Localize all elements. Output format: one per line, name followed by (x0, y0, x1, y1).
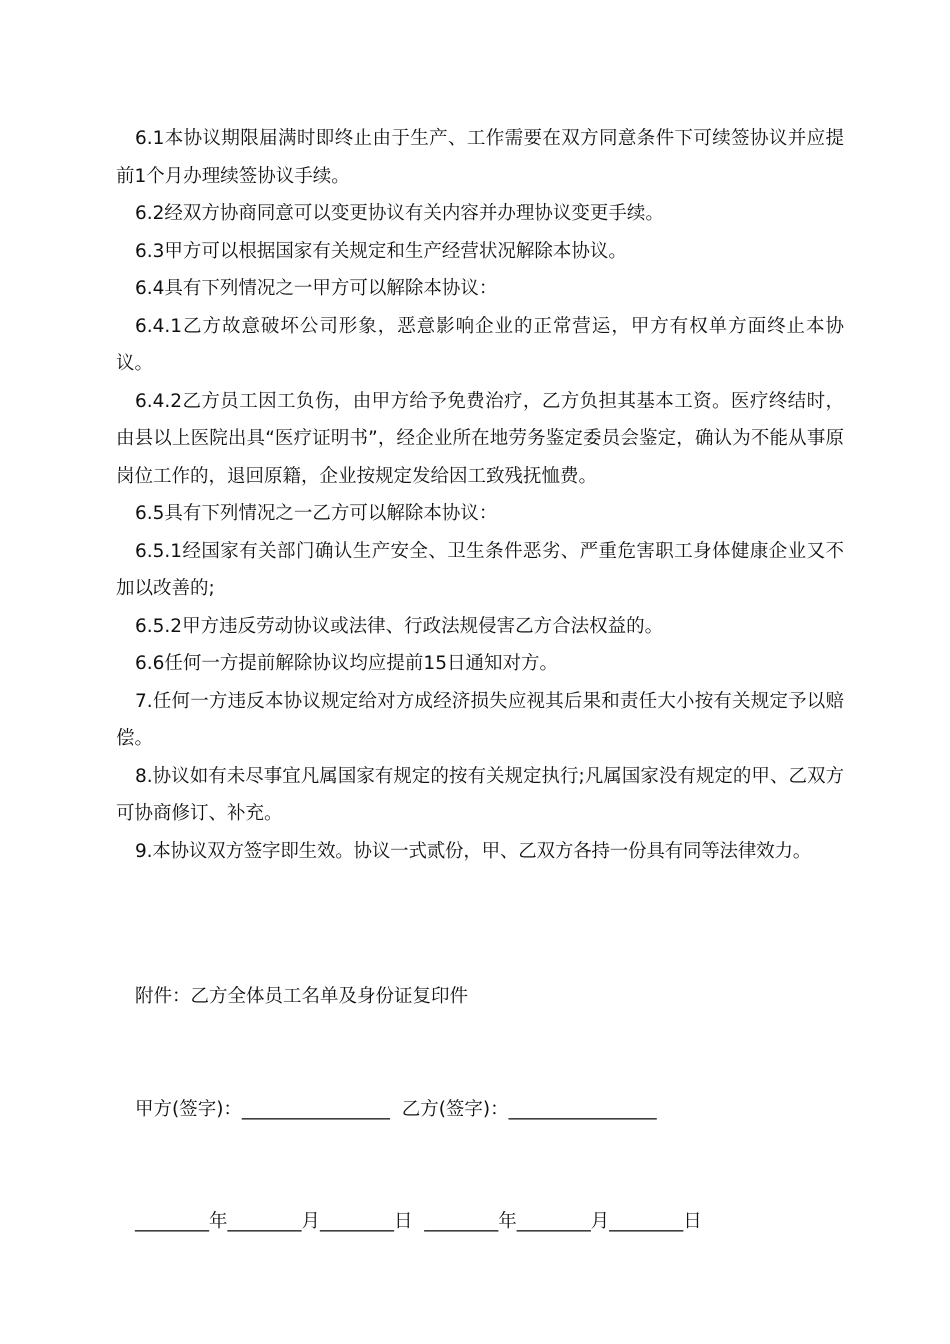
clause-6-4-1: 6.4.1乙方故意破坏公司形象，恶意影响企业的正常营运，甲方有权单方面终止本协议。 (116, 315, 844, 374)
agreement-clauses (116, 120, 844, 870)
clause-6-4: 6.4具有下列情况之一甲方可以解除本协议： (135, 278, 498, 299)
clause-6-1: 6.1本协议期限届满时即终止由于生产、工作需要在双方同意条件下可续签协议并应提前1个月办理续签协议手续。 (116, 128, 844, 187)
signature-line: 甲方(签字)：________________ 乙方(签字)：________________ (135, 1098, 657, 1120)
signature-block (135, 903, 702, 1316)
date-line: ________年________月________日 ________年________月________日 (135, 1211, 702, 1232)
clause-6-2: 6.2经双方协商同意可以变更协议有关内容并办理协议变更手续。 (135, 203, 664, 224)
clause-8: 8.协议如有未尽事宜凡属国家有规定的按有关规定执行;凡属国家没有规定的甲、乙双方可协商修订、补充。 (116, 765, 844, 824)
clause-6-5-2: 6.5.2甲方违反劳动协议或法律、行政法规侵害乙方合法权益的。 (135, 615, 664, 637)
attachment-note: 附件：乙方全体员工名单及身份证复印件 (135, 986, 469, 1007)
clause-6-6: 6.6任何一方提前解除协议均应提前15日通知对方。 (135, 653, 558, 674)
clause-7: 7.任何一方违反本协议规定给对方成经济损失应视其后果和责任大小按有关规定予以赔偿。 (116, 690, 844, 749)
clause-6-4-2: 6.4.2乙方员工因工负伤，由甲方给予免费治疗，乙方负担其基本工资。医疗终结时，由县以上医院出具“医疗证明书”，经企业所在地劳务鉴定委员会鉴定，确认为不能从事原岗位工作的，退回原籍，企业按规定发给因工致残抚恤费。 (116, 390, 844, 487)
clause-6-5-1: 6.5.1经国家有关部门确认生产安全、卫生条件恶劣、严重危害职工身体健康企业又不加以改善的; (116, 540, 844, 599)
clause-9: 9.本协议双方签字即生效。协议一式贰份，甲、乙双方各持一份具有同等法律效力。 (135, 840, 812, 862)
clause-6-3: 6.3甲方可以根据国家有关规定和生产经营状况解除本协议。 (135, 240, 627, 262)
clause-6-5: 6.5具有下列情况之一乙方可以解除本协议： (135, 503, 498, 524)
